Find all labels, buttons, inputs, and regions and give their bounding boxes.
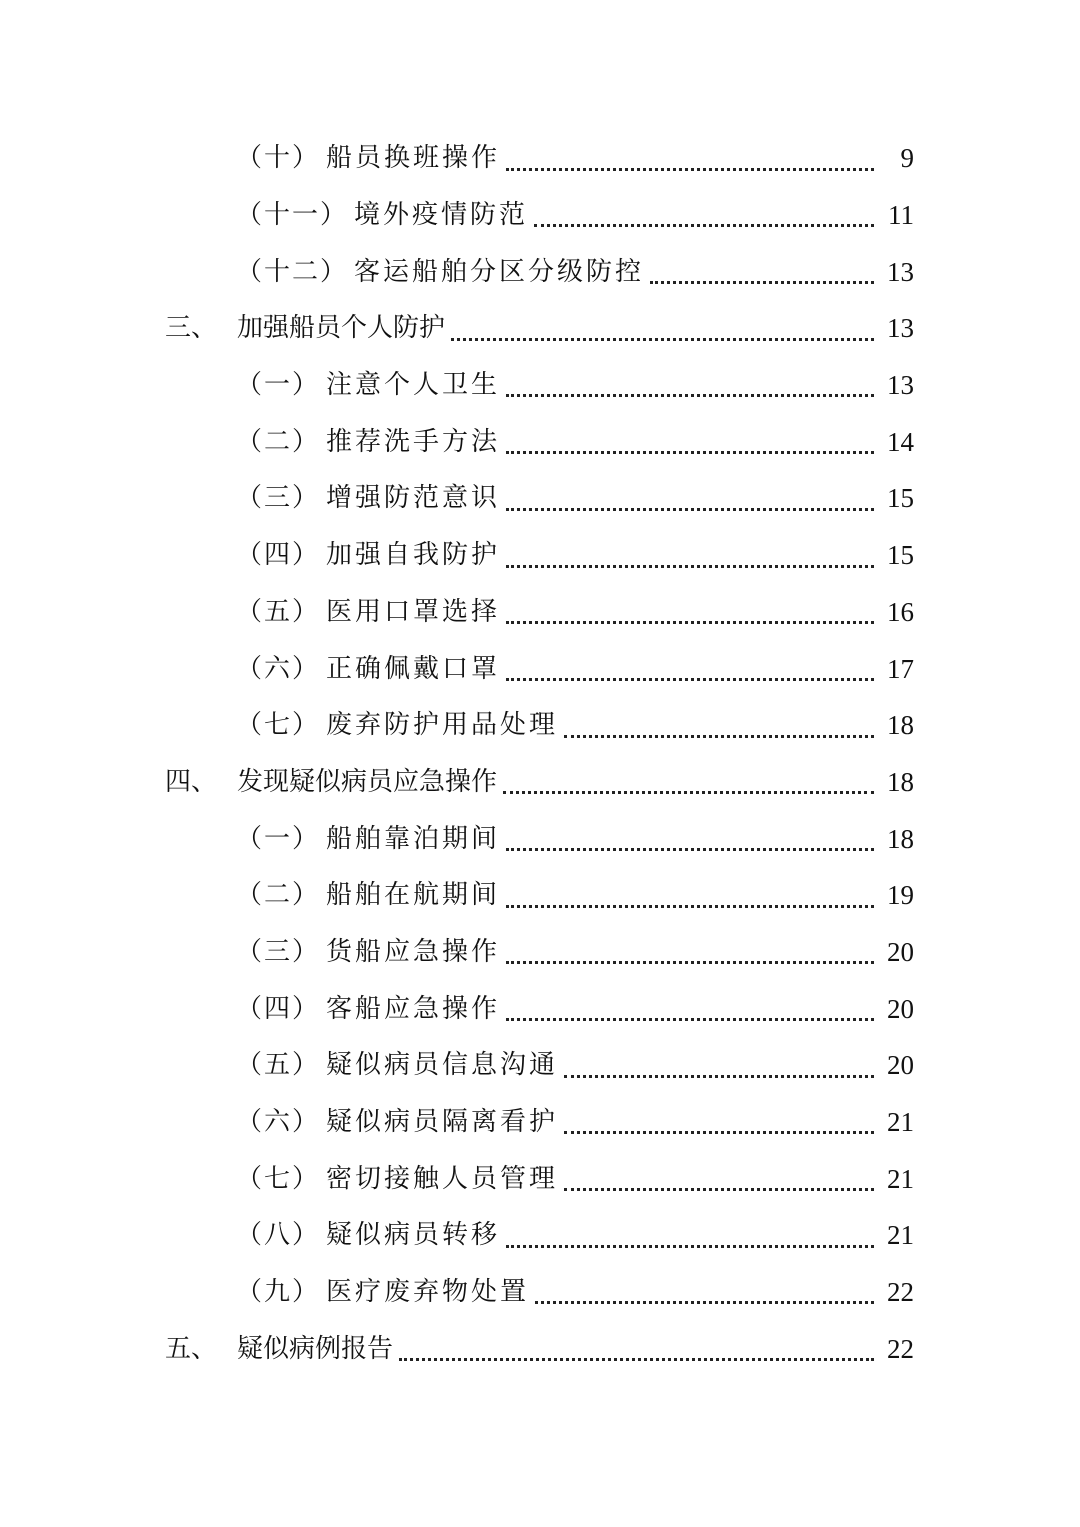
dot-leader <box>503 791 874 794</box>
toc-entry-page: 18 <box>887 766 914 797</box>
toc-entry-page: 18 <box>887 823 914 854</box>
toc-entry-number: （二） <box>236 880 321 911</box>
toc-entry-number: （六） <box>236 653 321 684</box>
dot-leader <box>506 905 874 908</box>
dot-leader <box>564 735 874 738</box>
toc-entry-number: （一） <box>236 823 321 854</box>
toc-entry-page: 22 <box>887 1277 914 1308</box>
dot-leader <box>535 1301 874 1304</box>
toc-entry-number: （三） <box>236 483 321 514</box>
toc-entry-title: 货船应急操作 <box>326 936 501 967</box>
toc-entry-number: （八） <box>236 1220 321 1251</box>
toc-entry-page: 21 <box>887 1163 914 1194</box>
dot-leader <box>506 565 874 568</box>
toc-entry-page: 13 <box>887 313 914 344</box>
toc-entry-title: 加强自我防护 <box>326 540 501 571</box>
toc-entry-title: 疑似病例报告 <box>237 1333 394 1364</box>
toc-entry-page: 20 <box>887 936 914 967</box>
toc-entry[interactable] <box>0 924 1080 981</box>
toc-entry-page: 18 <box>887 710 914 741</box>
dot-leader <box>399 1358 874 1361</box>
toc-entry[interactable] <box>0 980 1080 1037</box>
toc-entry-page: 11 <box>888 200 914 231</box>
toc-entry[interactable] <box>0 470 1080 527</box>
dot-leader <box>506 1018 874 1021</box>
toc-entry-number: （七） <box>236 1163 321 1194</box>
dot-leader <box>564 1131 874 1134</box>
toc-entry-page: 9 <box>900 143 914 174</box>
toc-entry[interactable] <box>0 1094 1080 1151</box>
toc-entry-title: 密切接触人员管理 <box>326 1163 559 1194</box>
toc-section-entry[interactable] <box>0 754 1080 811</box>
dot-leader <box>506 678 874 681</box>
dot-leader <box>506 168 874 171</box>
dot-leader <box>506 451 874 454</box>
toc-entry[interactable] <box>0 867 1080 924</box>
toc-entry-number: （四） <box>236 993 321 1024</box>
toc-entry-title: 客船应急操作 <box>326 993 501 1024</box>
toc-entry-number: （五） <box>236 1050 321 1081</box>
toc-entry[interactable] <box>0 357 1080 414</box>
toc-entry-page: 13 <box>887 256 914 287</box>
toc-entry[interactable] <box>0 527 1080 584</box>
toc-entry-page: 16 <box>887 596 914 627</box>
toc-entry-page: 14 <box>887 426 914 457</box>
toc-entry[interactable] <box>0 130 1080 187</box>
dot-leader <box>506 848 874 851</box>
toc-entry-number: （十） <box>236 143 321 174</box>
toc-entry-title: 疑似病员转移 <box>326 1220 501 1251</box>
toc-entry-number: 五、 <box>165 1333 218 1364</box>
toc-entry[interactable] <box>0 243 1080 300</box>
toc-entry[interactable] <box>0 697 1080 754</box>
toc-entry-page: 17 <box>887 653 914 684</box>
toc-entry-title: 客运船舶分区分级防控 <box>354 256 645 287</box>
toc-entry-title: 船舶在航期间 <box>326 880 501 911</box>
toc-entry-number: （十二） <box>236 256 349 287</box>
toc-entry-title: 疑似病员隔离看护 <box>326 1107 559 1138</box>
toc-entry-number: （一） <box>236 370 321 401</box>
dot-leader <box>564 1188 874 1191</box>
toc-entry-page: 13 <box>887 370 914 401</box>
toc-entry-title: 注意个人卫生 <box>326 370 501 401</box>
toc-section-entry[interactable] <box>0 1320 1080 1377</box>
toc-entry-number: （七） <box>236 710 321 741</box>
toc-entry-number: 三、 <box>165 313 218 344</box>
toc-entry[interactable] <box>0 1150 1080 1207</box>
toc-entry-title: 增强防范意识 <box>326 483 501 514</box>
toc-entry-title: 废弃防护用品处理 <box>326 710 559 741</box>
toc-entry[interactable] <box>0 1264 1080 1321</box>
toc-entry-page: 20 <box>887 993 914 1024</box>
dot-leader <box>451 338 874 341</box>
table-of-contents <box>0 130 1080 1377</box>
toc-entry-number: 四、 <box>165 766 218 797</box>
toc-entry-number: （三） <box>236 936 321 967</box>
toc-entry[interactable] <box>0 413 1080 470</box>
toc-entry[interactable] <box>0 640 1080 697</box>
toc-entry-title: 发现疑似病员应急操作 <box>237 766 498 797</box>
toc-entry-title: 推荐洗手方法 <box>326 426 501 457</box>
toc-entry[interactable] <box>0 1037 1080 1094</box>
toc-entry-title: 加强船员个人防护 <box>237 313 446 344</box>
toc-entry-title: 疑似病员信息沟通 <box>326 1050 559 1081</box>
toc-entry[interactable] <box>0 810 1080 867</box>
toc-entry-title: 医用口罩选择 <box>326 596 501 627</box>
toc-entry[interactable] <box>0 187 1080 244</box>
toc-entry-title: 船员换班操作 <box>326 143 501 174</box>
dot-leader <box>506 961 874 964</box>
toc-entry-page: 21 <box>887 1220 914 1251</box>
dot-leader <box>506 621 874 624</box>
dot-leader <box>534 224 874 227</box>
toc-entry-number: （六） <box>236 1107 321 1138</box>
toc-entry-number: （九） <box>236 1277 321 1308</box>
toc-entry-title: 正确佩戴口罩 <box>326 653 501 684</box>
toc-entry-page: 15 <box>887 540 914 571</box>
dot-leader <box>564 1075 874 1078</box>
toc-entry[interactable] <box>0 1207 1080 1264</box>
toc-entry-title: 船舶靠泊期间 <box>326 823 501 854</box>
toc-entry-title: 医疗废弃物处置 <box>326 1277 530 1308</box>
toc-entry-page: 22 <box>887 1333 914 1364</box>
toc-entry-page: 21 <box>887 1107 914 1138</box>
toc-entry-page: 19 <box>887 880 914 911</box>
toc-entry[interactable] <box>0 584 1080 641</box>
toc-entry-number: （二） <box>236 426 321 457</box>
toc-entry-number: （十一） <box>236 200 349 231</box>
toc-entry-number: （五） <box>236 596 321 627</box>
dot-leader <box>506 1245 874 1248</box>
dot-leader <box>506 508 874 511</box>
dot-leader <box>506 394 874 397</box>
dot-leader <box>650 281 874 284</box>
toc-entry-title: 境外疫情防范 <box>354 200 529 231</box>
toc-entry-page: 20 <box>887 1050 914 1081</box>
toc-entry-page: 15 <box>887 483 914 514</box>
toc-entry-number: （四） <box>236 540 321 571</box>
toc-section-entry[interactable] <box>0 300 1080 357</box>
